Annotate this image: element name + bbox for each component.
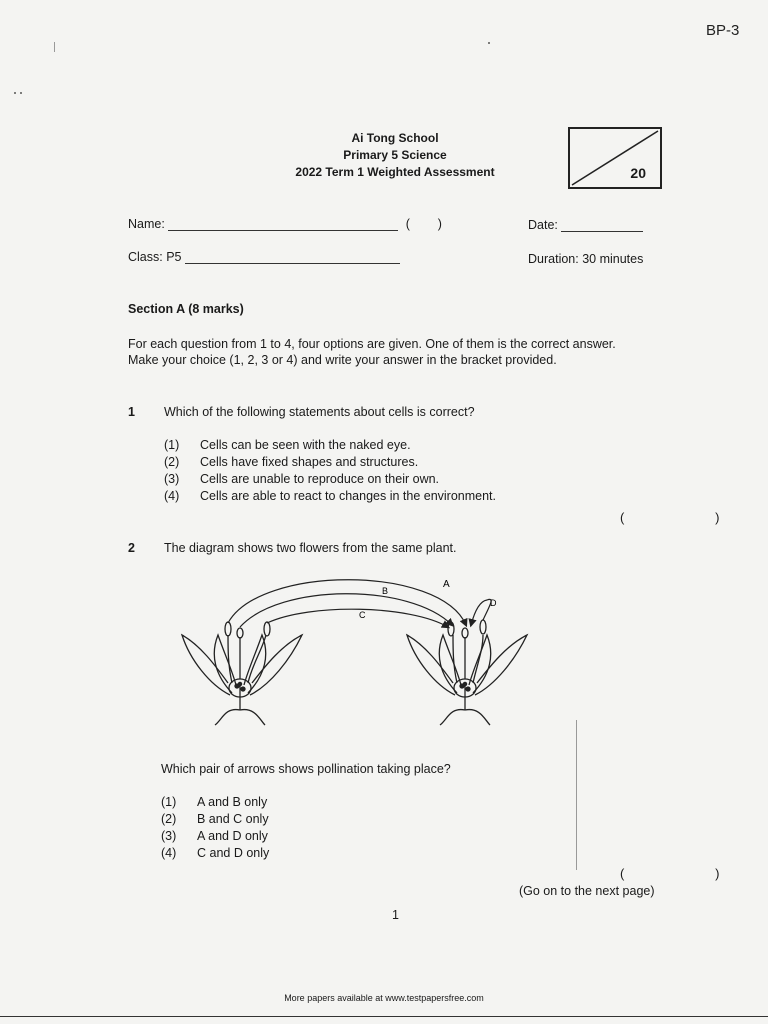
name-label: Name: bbox=[128, 217, 165, 231]
answer-bracket-q2[interactable]: ( ) bbox=[620, 866, 740, 881]
option: (3) Cells are unable to reproduce on their own. bbox=[164, 472, 440, 486]
flower-diagram bbox=[170, 565, 560, 735]
question-2-prompt: Which pair of arrows shows pollination taking place? bbox=[161, 762, 451, 776]
date-label: Date: bbox=[528, 218, 558, 232]
option: (1) Cells can be seen with the naked eye. bbox=[164, 438, 411, 452]
option: (4) Cells are able to react to changes in the environment. bbox=[164, 489, 497, 503]
left-flower bbox=[182, 622, 302, 725]
section-title: Section A (8 marks) bbox=[128, 302, 244, 316]
question-1-options bbox=[164, 437, 496, 505]
label-c: C bbox=[359, 610, 366, 620]
score-diagonal bbox=[570, 129, 660, 187]
question-2-text: The diagram shows two flowers from the same plant. bbox=[164, 541, 457, 555]
label-b: B bbox=[382, 586, 389, 596]
date-input-line[interactable] bbox=[561, 219, 643, 232]
label-d: D bbox=[490, 598, 497, 608]
option: (4) C and D only bbox=[161, 846, 270, 860]
scan-speck bbox=[20, 92, 22, 94]
arrow-b bbox=[240, 594, 452, 627]
question-1-text: Which of the following statements about cells is correct? bbox=[164, 405, 475, 419]
arrow-a bbox=[228, 580, 466, 625]
class-label: Class: P5 bbox=[128, 250, 182, 264]
right-flower bbox=[407, 620, 527, 725]
answer-bracket-q1[interactable]: ( ) bbox=[620, 510, 740, 525]
bottom-rule bbox=[0, 1016, 768, 1017]
page-number: 1 bbox=[392, 908, 399, 922]
option: (2) Cells have fixed shapes and structures. bbox=[164, 455, 419, 469]
section-instructions bbox=[128, 336, 668, 368]
question-1-number: 1 bbox=[128, 405, 135, 419]
scan-fold-line bbox=[576, 720, 577, 870]
option: (2) B and C only bbox=[161, 812, 269, 826]
scan-speck bbox=[488, 42, 490, 44]
class-input-line[interactable] bbox=[185, 251, 400, 264]
instructions-line-1: For each question from 1 to 4, four options are given. One of them is the correct answer. bbox=[128, 337, 616, 351]
option: (3) A and D only bbox=[161, 829, 268, 843]
instructions-line-2: Make your choice (1, 2, 3 or 4) and write your answer in the bracket provided. bbox=[128, 353, 557, 367]
arrow-c bbox=[267, 609, 448, 627]
date-row bbox=[528, 218, 643, 232]
page-code: BP-3 bbox=[706, 22, 740, 39]
footer-note: More papers available at www.testpapersfree.com bbox=[284, 993, 484, 1003]
register-number-bracket: ( ) bbox=[405, 217, 442, 231]
level: Primary 5 Science bbox=[343, 148, 447, 162]
option: (1) A and B only bbox=[161, 795, 268, 809]
scan-mark bbox=[54, 42, 55, 52]
duration: Duration: 30 minutes bbox=[528, 252, 644, 266]
name-input-line[interactable] bbox=[168, 218, 398, 231]
score-box bbox=[568, 127, 662, 189]
question-2-number: 2 bbox=[128, 541, 135, 555]
class-row bbox=[128, 250, 400, 264]
school-name: Ai Tong School bbox=[351, 131, 439, 145]
name-row bbox=[128, 217, 442, 231]
label-a: A bbox=[443, 579, 450, 590]
assessment-header bbox=[240, 130, 550, 181]
scan-speck bbox=[14, 92, 16, 94]
go-on-note: (Go on to the next page) bbox=[519, 884, 655, 898]
assessment-title: 2022 Term 1 Weighted Assessment bbox=[295, 165, 495, 179]
question-2-options bbox=[161, 794, 269, 862]
score-total: 20 bbox=[630, 165, 646, 181]
